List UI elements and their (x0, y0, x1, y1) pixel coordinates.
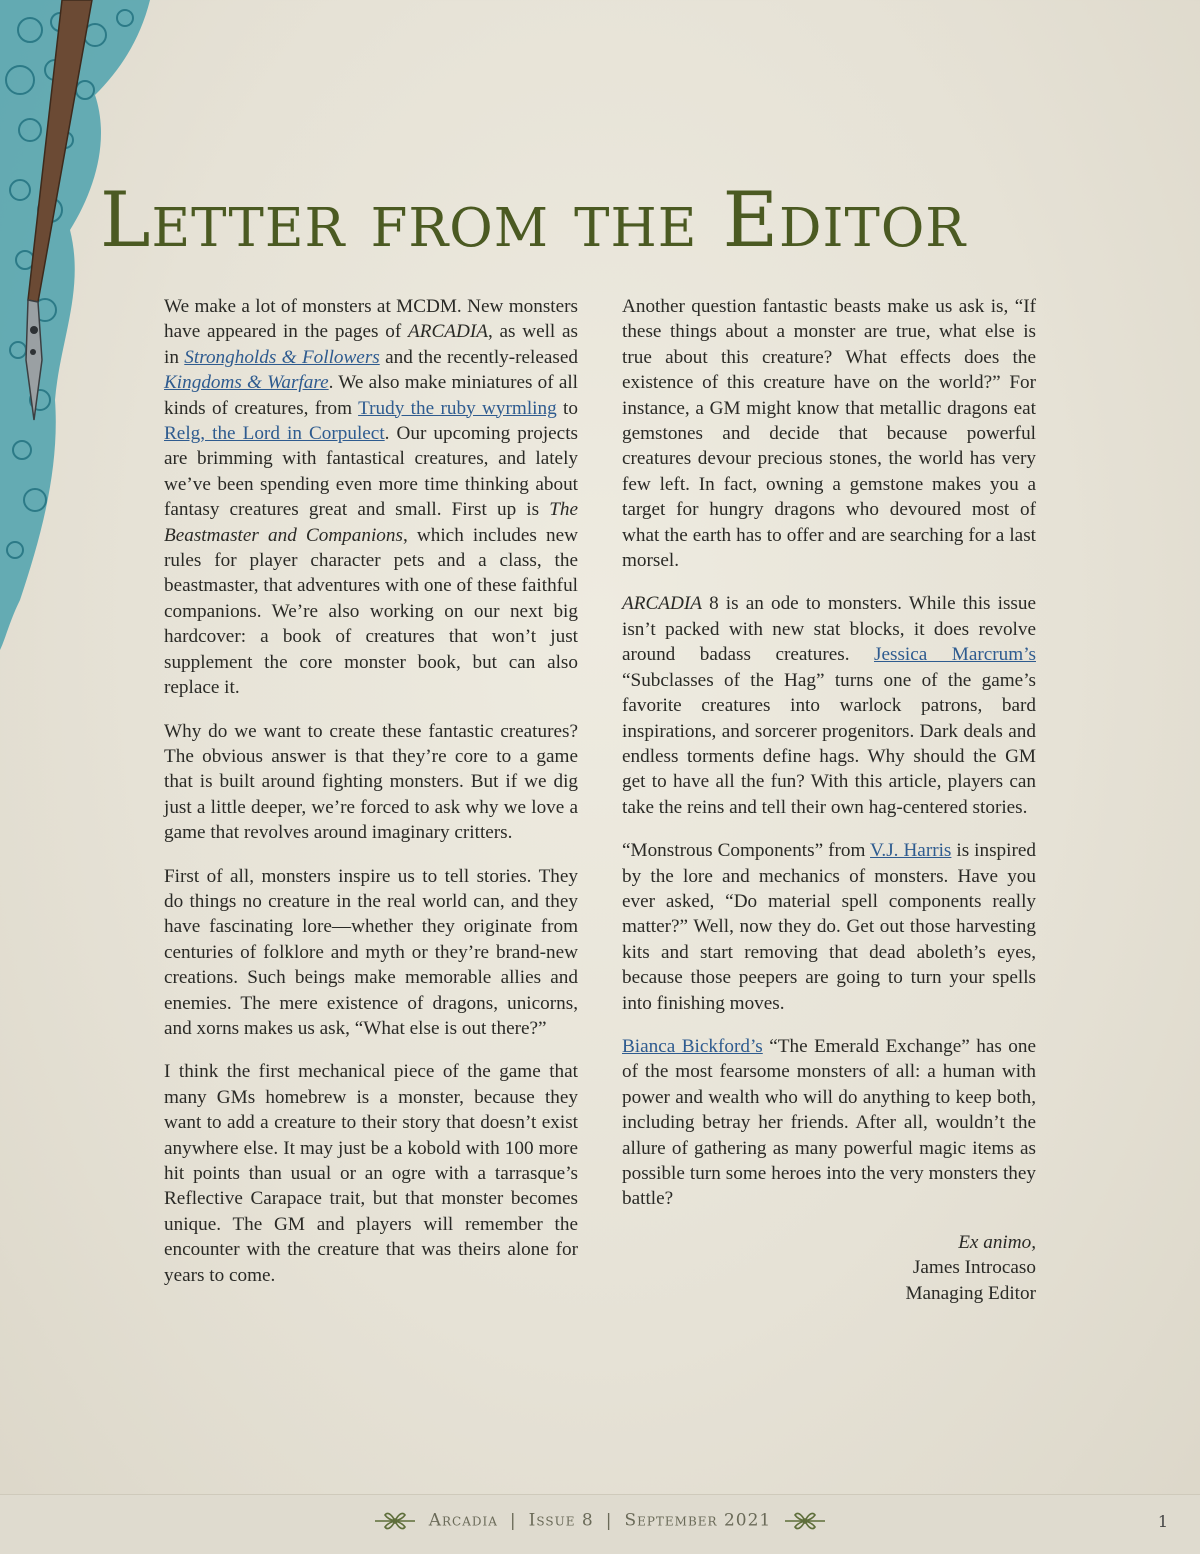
teal-bubble-decoration (0, 0, 170, 650)
signature-name: James Introcaso (912, 1257, 1036, 1279)
link-vj-harris[interactable]: V.J. Harris (870, 840, 952, 862)
paragraph: Another question fantastic beasts make us ask is, “If these things about a monster are true, what else is true about this creature? What effects does the existence of this creature have on the world?” For instance, a GM might know that metallic dragons eat gemstones and decide that because powerful creatures devour precious stones, the world has very few left. In fact, owning a gemstone makes you a target for hungry dragons who devoured most of what the earth has to offer and are searching for a last morsel. (622, 296, 1036, 572)
signature (622, 1230, 1036, 1306)
paragraph: ARCADIA 8 is an ode to monsters. While this issue isn’t packed with new stat blocks, it does revolve around badass creatures. Jessica Marcrum’s “Subclasses of the Hag” turns one of the game’s favorite creatures into warlock patrons, bard inspirations, and sorcerer progenitors. Dark deals and endless torments define hags. Why should the GM get to have all the fun? With this article, players can take the reins and tell their own hag-centered stories. (622, 593, 1036, 818)
link-trudy-wyrmling[interactable]: Trudy the ruby wyrmling (358, 397, 557, 419)
paragraph: First of all, monsters inspire us to tell stories. They do things no creature in the real world can, and they have fascinating lore—whether they originate from centuries of folklore and myth or they’re brand-new creations. Such beings make memorable allies and enemies. The mere existence of dragons, unicorns, and xorns makes us ask, “What else is out there?” (164, 865, 578, 1039)
page-title: Letter from the Editor (100, 175, 967, 264)
leaf-flourish-icon (783, 1508, 827, 1534)
paragraph: Why do we want to create these fantastic creatures? The obvious answer is that they’re core to a game that is built around fighting monsters. But if we dig just a little deeper, we’re forced to ask why we love a game that revolves around imaginary critters. (164, 720, 578, 844)
paragraph: We make a lot of monsters at MCDM. New monsters have appeared in the pages of ARCADIA, as well as in Strongholds & Followers and the recently-released Kingdoms & Warfare. We also make miniatures of all kinds of creatures, from Trudy the ruby wyrmling to Relg, the Lord in Corpulect. Our upcoming projects are brimming with fantastical creatures, and lately we’ve been spending even more time thinking about fantasy creatures great and small. First up is The Beastmaster and Companions, which includes new rules for player character pets and a class, the beastmaster, that adventures with one of these faithful companions. We’re also working on our next big hardcover: a book of creatures that won’t just supplement the core monster book, but can also replace it. (164, 296, 579, 699)
right-column (622, 294, 1036, 1306)
leaf-flourish-icon (373, 1508, 417, 1534)
footer-issue: Issue 8 (528, 1510, 594, 1531)
paragraph: I think the first mechanical piece of the game that many GMs homebrew is a monster, because they want to add a creature to their story that doesn’t exist anywhere else. It may just be a kobold with 100 more hit points than usual or an ogre with a tarrasque’s Reflective Carapace trait, but that monster becomes unique. The GM and players will remember the encounter with the creature that was theirs alone for years to come. (164, 1061, 578, 1286)
link-strongholds-followers[interactable]: Strongholds & Followers (184, 346, 380, 368)
link-jessica-marcrum[interactable]: Jessica Marcrum’s (874, 644, 1036, 666)
paragraph: Bianca Bickford’s “The Emerald Exchange” has one of the most fearsome monsters of all: a human with power and wealth who will do anything to keep both, including betray her friends. After all, wouldn’t the allure of gathering as many powerful magic items as possible turn some heroes into the very monsters they battle? (622, 1035, 1036, 1210)
signature-role: Managing Editor (905, 1282, 1036, 1304)
paragraph: “Monstrous Components” from V.J. Harris is inspired by the lore and mechanics of monsters. Have you ever asked, “Do material spell components really matter?” Well, now they do. Get out those harvesting kits and start removing that dead aboleth’s eyes, because those peepers are going to turn your spells into finishing moves. (622, 840, 1036, 1014)
link-kingdoms-warfare[interactable]: Kingdoms & Warfare (164, 372, 329, 394)
page-number: 1 (1157, 1512, 1168, 1531)
link-bianca-bickford[interactable]: Bianca Bickford’s (622, 1035, 763, 1057)
link-relg-corpulect[interactable]: Relg, the Lord in Corpulect (164, 423, 385, 445)
footer-text: Arcadia | Issue 8 | September 2021 (0, 1508, 1200, 1534)
signature-closing: Ex animo, (958, 1231, 1036, 1253)
footer-date: September 2021 (624, 1510, 772, 1531)
left-column (164, 294, 578, 1306)
footer-magazine: Arcadia (428, 1510, 498, 1531)
